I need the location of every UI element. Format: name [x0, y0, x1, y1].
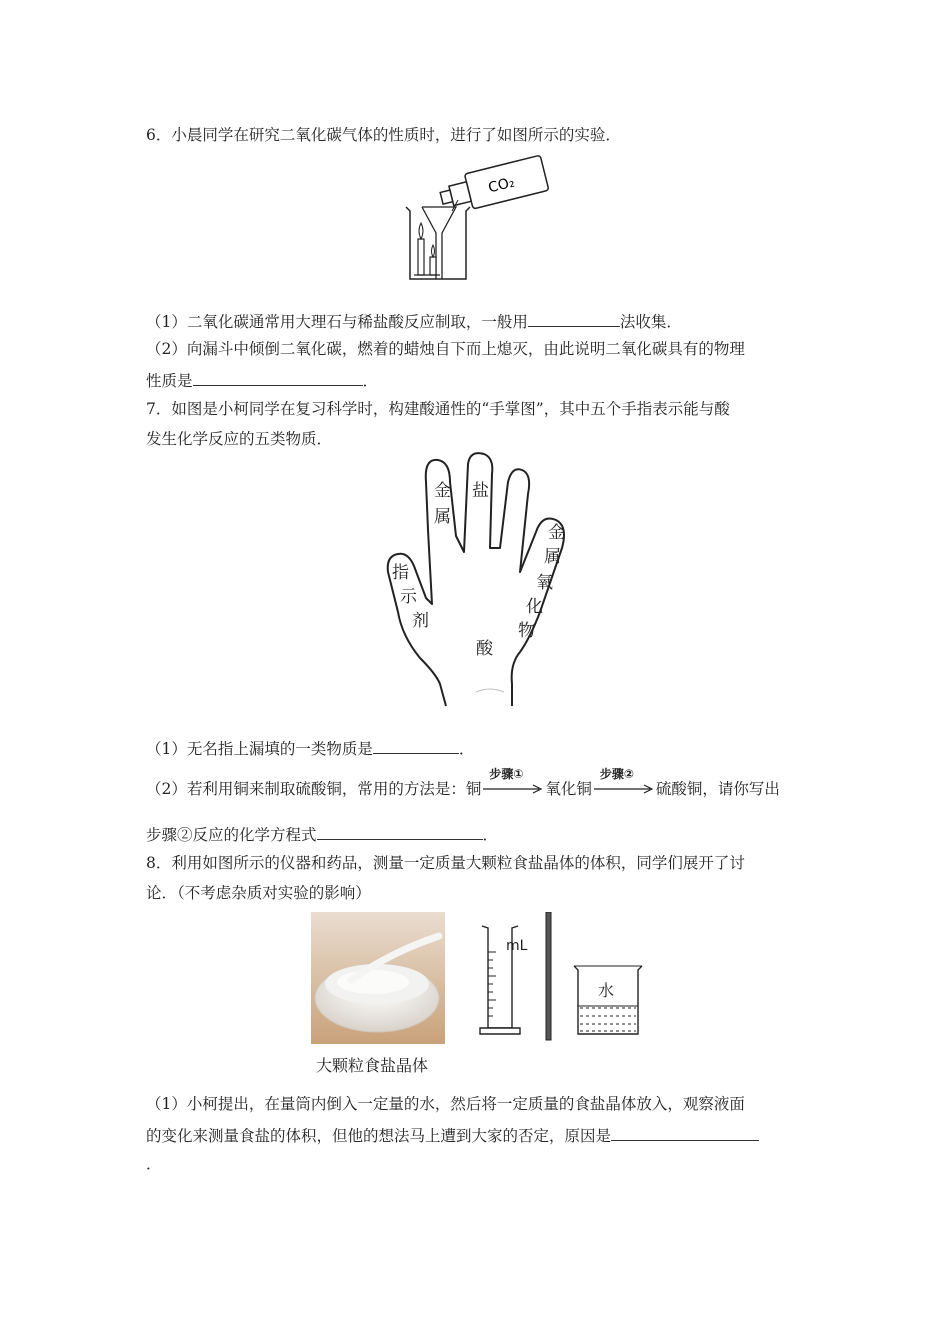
q7-part1-text: （1）无名指上漏填的一类物质是: [146, 740, 373, 758]
q6-part2-text: 性质是: [146, 372, 193, 390]
graduated-cylinder: [474, 922, 534, 1042]
q6-part2-tail: ．: [362, 372, 379, 390]
q7-part2-text: （2）若利用铜来制取硫酸铜，常用的方法是：铜: [146, 780, 482, 798]
q7-part3-text: 步骤②反应的化学方程式: [146, 826, 317, 844]
step2-label: 步骤②: [599, 767, 635, 781]
q6-stem: 6．小晨同学在研究二氧化碳气体的性质时，进行了如图所示的实验．: [146, 126, 621, 144]
step1-arrow: [481, 767, 545, 800]
finger-indicator-3: 剂: [412, 611, 429, 631]
glass-rod: [544, 912, 554, 1042]
q7-part1-tail: ．: [458, 740, 475, 758]
finger-oxide-4: 化: [526, 597, 543, 617]
finger-oxide-1: 金: [548, 523, 565, 543]
q6-part1-blank[interactable]: [528, 309, 620, 327]
finger-oxide-5: 物: [518, 621, 535, 641]
finger-oxide-2: 属: [544, 547, 561, 567]
salt-photo-caption: 大颗粒食盐晶体: [316, 1056, 429, 1075]
finger-oxide-3: 氧: [536, 573, 553, 593]
q8-part1-text: 的变化来测量食盐的体积，但他的想法马上遭到大家的否定，原因是: [146, 1127, 612, 1145]
q7-part2: [146, 767, 780, 800]
co2-experiment-figure: [400, 155, 560, 285]
q7-part1-blank[interactable]: [373, 736, 459, 754]
q7-part3-blank[interactable]: [317, 822, 483, 840]
q7-stem-line2: 发生化学反应的五类物质．: [146, 430, 333, 448]
q6-part2-blank[interactable]: [193, 368, 363, 386]
acid-palm-figure: [380, 452, 580, 712]
copper-oxide-text: 氧化铜: [545, 780, 592, 798]
q7-stem-line1: 7．如图是小柯同学在复习科学时，构建酸通性的“手掌图”，其中五个手指表示能与酸: [146, 400, 730, 418]
q7-part1: [146, 736, 474, 760]
cylinder-unit: mL: [506, 938, 528, 954]
q8-part1-blank[interactable]: [611, 1123, 759, 1141]
q6-part1-text: （1）二氧化碳通常用大理石与稀盐酸反应制取，一般用: [146, 313, 528, 331]
co2-bottle-label: CO₂: [486, 174, 517, 197]
q6-part2-line1: （2）向漏斗中倾倒二氧化碳，燃着的蜡烛自下而上熄灭，由此说明二氧化碳具有的物理: [146, 340, 745, 358]
beaker-label: 水: [598, 981, 615, 1000]
finger-indicator-2: 示: [400, 587, 417, 607]
finger-metal-1: 金: [434, 481, 451, 501]
salt-photo: [311, 912, 445, 1044]
q8-part1-tail: ．: [146, 1155, 162, 1173]
step1-label: 步骤①: [489, 767, 524, 781]
q8-part1-line1: （1）小柯提出，在量筒内倒入一定量的水，然后将一定质量的食盐晶体放入，观察液面: [146, 1095, 745, 1113]
step2-arrow: [592, 767, 656, 800]
water-beaker: [572, 964, 646, 1038]
q8-stem-line1: 8．利用如图所示的仪器和药品，测量一定质量大颗粒食盐晶体的体积，同学们展开了讨: [146, 854, 745, 872]
q8-stem-line2: 论．（不考虑杂质对实验的影响）: [146, 884, 371, 902]
finger-metal-2: 属: [434, 507, 451, 527]
q6-part2-line2: [146, 368, 378, 392]
palm-acid: 酸: [476, 639, 493, 659]
q7-part3: [146, 822, 498, 846]
q6-part1: [146, 309, 682, 333]
q7-part3-tail: ．: [482, 826, 499, 844]
q6-part1-tail: 法收集．: [619, 313, 682, 331]
q8-part1-line2: [146, 1123, 759, 1147]
q7-part2-tail: 硫酸铜，请你写出: [655, 780, 780, 798]
finger-indicator-1: 指: [392, 563, 409, 583]
finger-salt: 盐: [472, 481, 489, 501]
